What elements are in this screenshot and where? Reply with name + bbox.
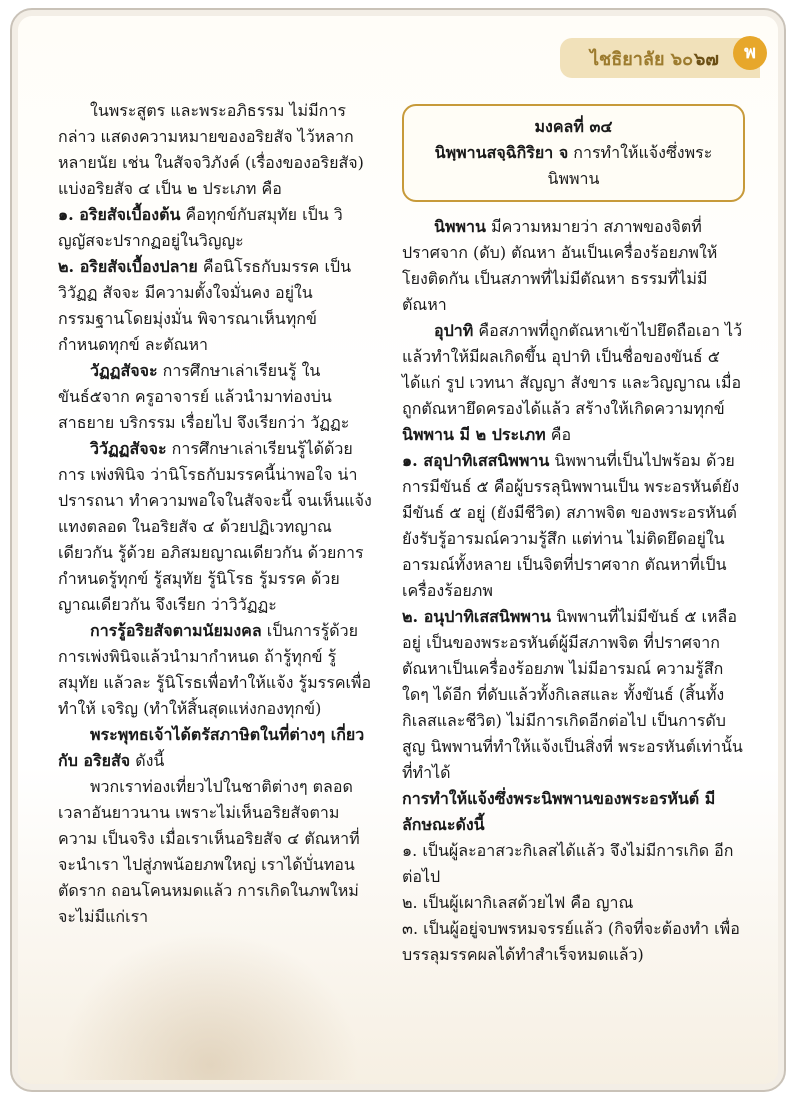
brand-logo: ไชธิยาลัย ๖๐ [590, 49, 694, 70]
section-title: มงคลที่ ๓๔ [534, 117, 613, 136]
paragraph: การรู้อริยสัจตามนัยมงคล เป็นการรู้ด้วย การเพ่งพินิจแล้วนำมากำหนด ถ้ารู้ทุกข์ รู้สมุทัย แล้วละ รู้นิโรธเพื่อทำให้แจ้ง รู้มรรคเพื่อทำให้ เจริญ (ทำให้สิ้นสุดแห่งกองทุกข์) [58, 621, 372, 718]
paragraph: อุปาทิ คือสภาพที่ถูกตัณหาเข้าไปยึดถือเอา ไว้ แล้วทำให้มีผลเกิดขึ้น อุปาทิ เป็นชื่อของขันธ์ ๕ ได้แก่ รูป เวทนา สัญญา สังขาร และวิญญาณ เมื่อ ถูกตัณหายึดครองได้แล้ว สร้างให้เกิดความทุกข์ [402, 321, 743, 418]
right-column [402, 98, 745, 968]
paragraph-heading: การทำให้แจ้งซึ่งพระนิพพานของพระอรหันต์ มีลักษณะดังนี้ [402, 789, 716, 834]
page-number: ๖๗ [694, 49, 719, 70]
list-item: ๑. อริยสัจเบื้องต้น คือทุกข์กับสมุทัย เป็น วิญญัสจะปรากฏอยู่ในวิญญะ [58, 205, 343, 250]
section-title-box [402, 104, 745, 202]
list-item: ๑. เป็นผู้ละอาสวะกิเลสได้แล้ว จึงไม่มีการเกิด อีกต่อไป [402, 841, 734, 886]
list-item: ๑. สอุปาทิเสสนิพพาน นิพพานที่เป็นไปพร้อม ด้วยการมีขันธ์ ๕ คือผู้บรรลุนิพพานเป็น พระอรหันต์ยังมีขันธ์ ๕ อยู่ (ยังมีชีวิต) สภาพจิต ของพระอรหันต์ยังรับรู้อารมณ์ความรู้สึก แต่ท่าน ไม่ติดยึดอยู่ในอารมณ์ทั้งหลาย เป็นจิตที่ปราศจาก ตัณหาที่เป็นเครื่องร้อยภพ [402, 451, 740, 600]
list-item: ๓. เป็นผู้อยู่จบพรหมจรรย์แล้ว (กิจที่จะต้องทำ เพื่อบรรลุมรรคผลได้ทำสำเร็จหมดแล้ว) [402, 919, 740, 964]
list-item: ๒. อริยสัจเบื้องปลาย คือนิโรธกับมรรค เป็นวิวัฏฏ สัจจะ มีความตั้งใจมั่นคง อยู่ในกรรมฐานโดยมุ่งมั่น พิจารณาเห็นทุกข์ กำหนดทุกข์ ละตัณหา [58, 257, 351, 354]
temple-watermark [60, 930, 360, 1080]
chapter-badge: พ [733, 36, 767, 70]
list-item: ๒. อนุปาทิเสสนิพพาน นิพพานที่ไม่มีขันธ์ ๕ เหลืออยู่ เป็นของพระอรหันต์ผู้มีสภาพจิต ที่ปราศจากตัณหาเป็นเครื่องร้อยภพ ไม่มีอารมณ์ ความรู้สึกใดๆ ได้อีก ที่ดับแล้วทั้งกิเลสและ ทั้งขันธ์ (สิ้นทั้งกิเลสและชีวิต) ไม่มีการเกิดอีกต่อไป เป็นการดับสูญ นิพพานที่ทำให้แจ้งเป็นสิ่งที่ พระอรหันต์เท่านั้นที่ทำได้ [402, 607, 743, 782]
paragraph: พระพุทธเจ้าได้ตรัสภาษิตในที่ต่างๆ เกี่ยวกับ อริยสัจ ดังนี้ [58, 725, 365, 770]
paragraph: พวกเราท่องเที่ยวไปในชาติต่างๆ ตลอด เวลาอันยาวนาน เพราะไม่เห็นอริยสัจตามความ เป็นจริง เมื่อเราเห็นอริยสัจ ๔ ตัณหาที่จะนำเรา ไปสู่ภพน้อยภพใหญ่ เราได้บั่นทอนตัดราก ถอนโคนหมดแล้ว การเกิดในภพใหม่จะไม่มีแก่เรา [58, 777, 360, 926]
paragraph: วัฏฏสัจจะ การศึกษาเล่าเรียนรู้ ในขันธ์๕จาก ครูอาจารย์ แล้วนำมาท่องบ่นสาธยาย บริกรรม เรื่อยไป จึงเรียกว่า วัฏฏะ [58, 361, 350, 432]
paragraph: ในพระสูตร และพระอภิธรรม ไม่มีการกล่าว แสดงความหมายของอริยสัจ ไว้หลากหลายนัย เช่น ในสัจจวิภังค์ (เรื่องของอริยสัจ) แบ่งอริยสัจ ๔ เป็น ๒ ประเภท คือ [58, 101, 364, 198]
left-column [58, 98, 372, 930]
paragraph: นิพพาน มีความหมายว่า สภาพของจิตที่ ปราศจาก (ดับ) ตัณหา อันเป็นเครื่องร้อยภพให้ โยงติดกัน เป็นสภาพที่ไม่มีตัณหา ธรรมที่ไม่มี ตัณหา [402, 217, 718, 314]
section-subtitle: นิพฺพานสจฺฉิกิริยา จ การทำให้แจ้งซึ่งพระนิพพาน [434, 143, 713, 188]
paragraph: นิพพาน มี ๒ ประเภท คือ [402, 425, 572, 444]
paragraph: วิวัฏฏสัจจะ การศึกษาเล่าเรียนรู้ได้ด้วยการ เพ่งพินิจ ว่านิโรธกับมรรคนี้น่าพอใจ น่าปรารถนา ทำความพอใจในสัจจะนี้ จนเห็นแจ้งแทงตลอด ในอริยสัจ ๔ ด้วยปฏิเวทญาณเดียวกัน รู้ด้วย อภิสมยญาณเดียวกัน ด้วยการกำหนดรู้ทุกข์ รู้สมุทัย รู้นิโรธ รู้มรรค ด้วยญาณเดียวกัน จึงเรียก ว่าวิวัฏฏะ [58, 439, 372, 614]
list-item: ๒. เป็นผู้เผากิเลสด้วยไฟ คือ ญาณ [402, 893, 634, 912]
